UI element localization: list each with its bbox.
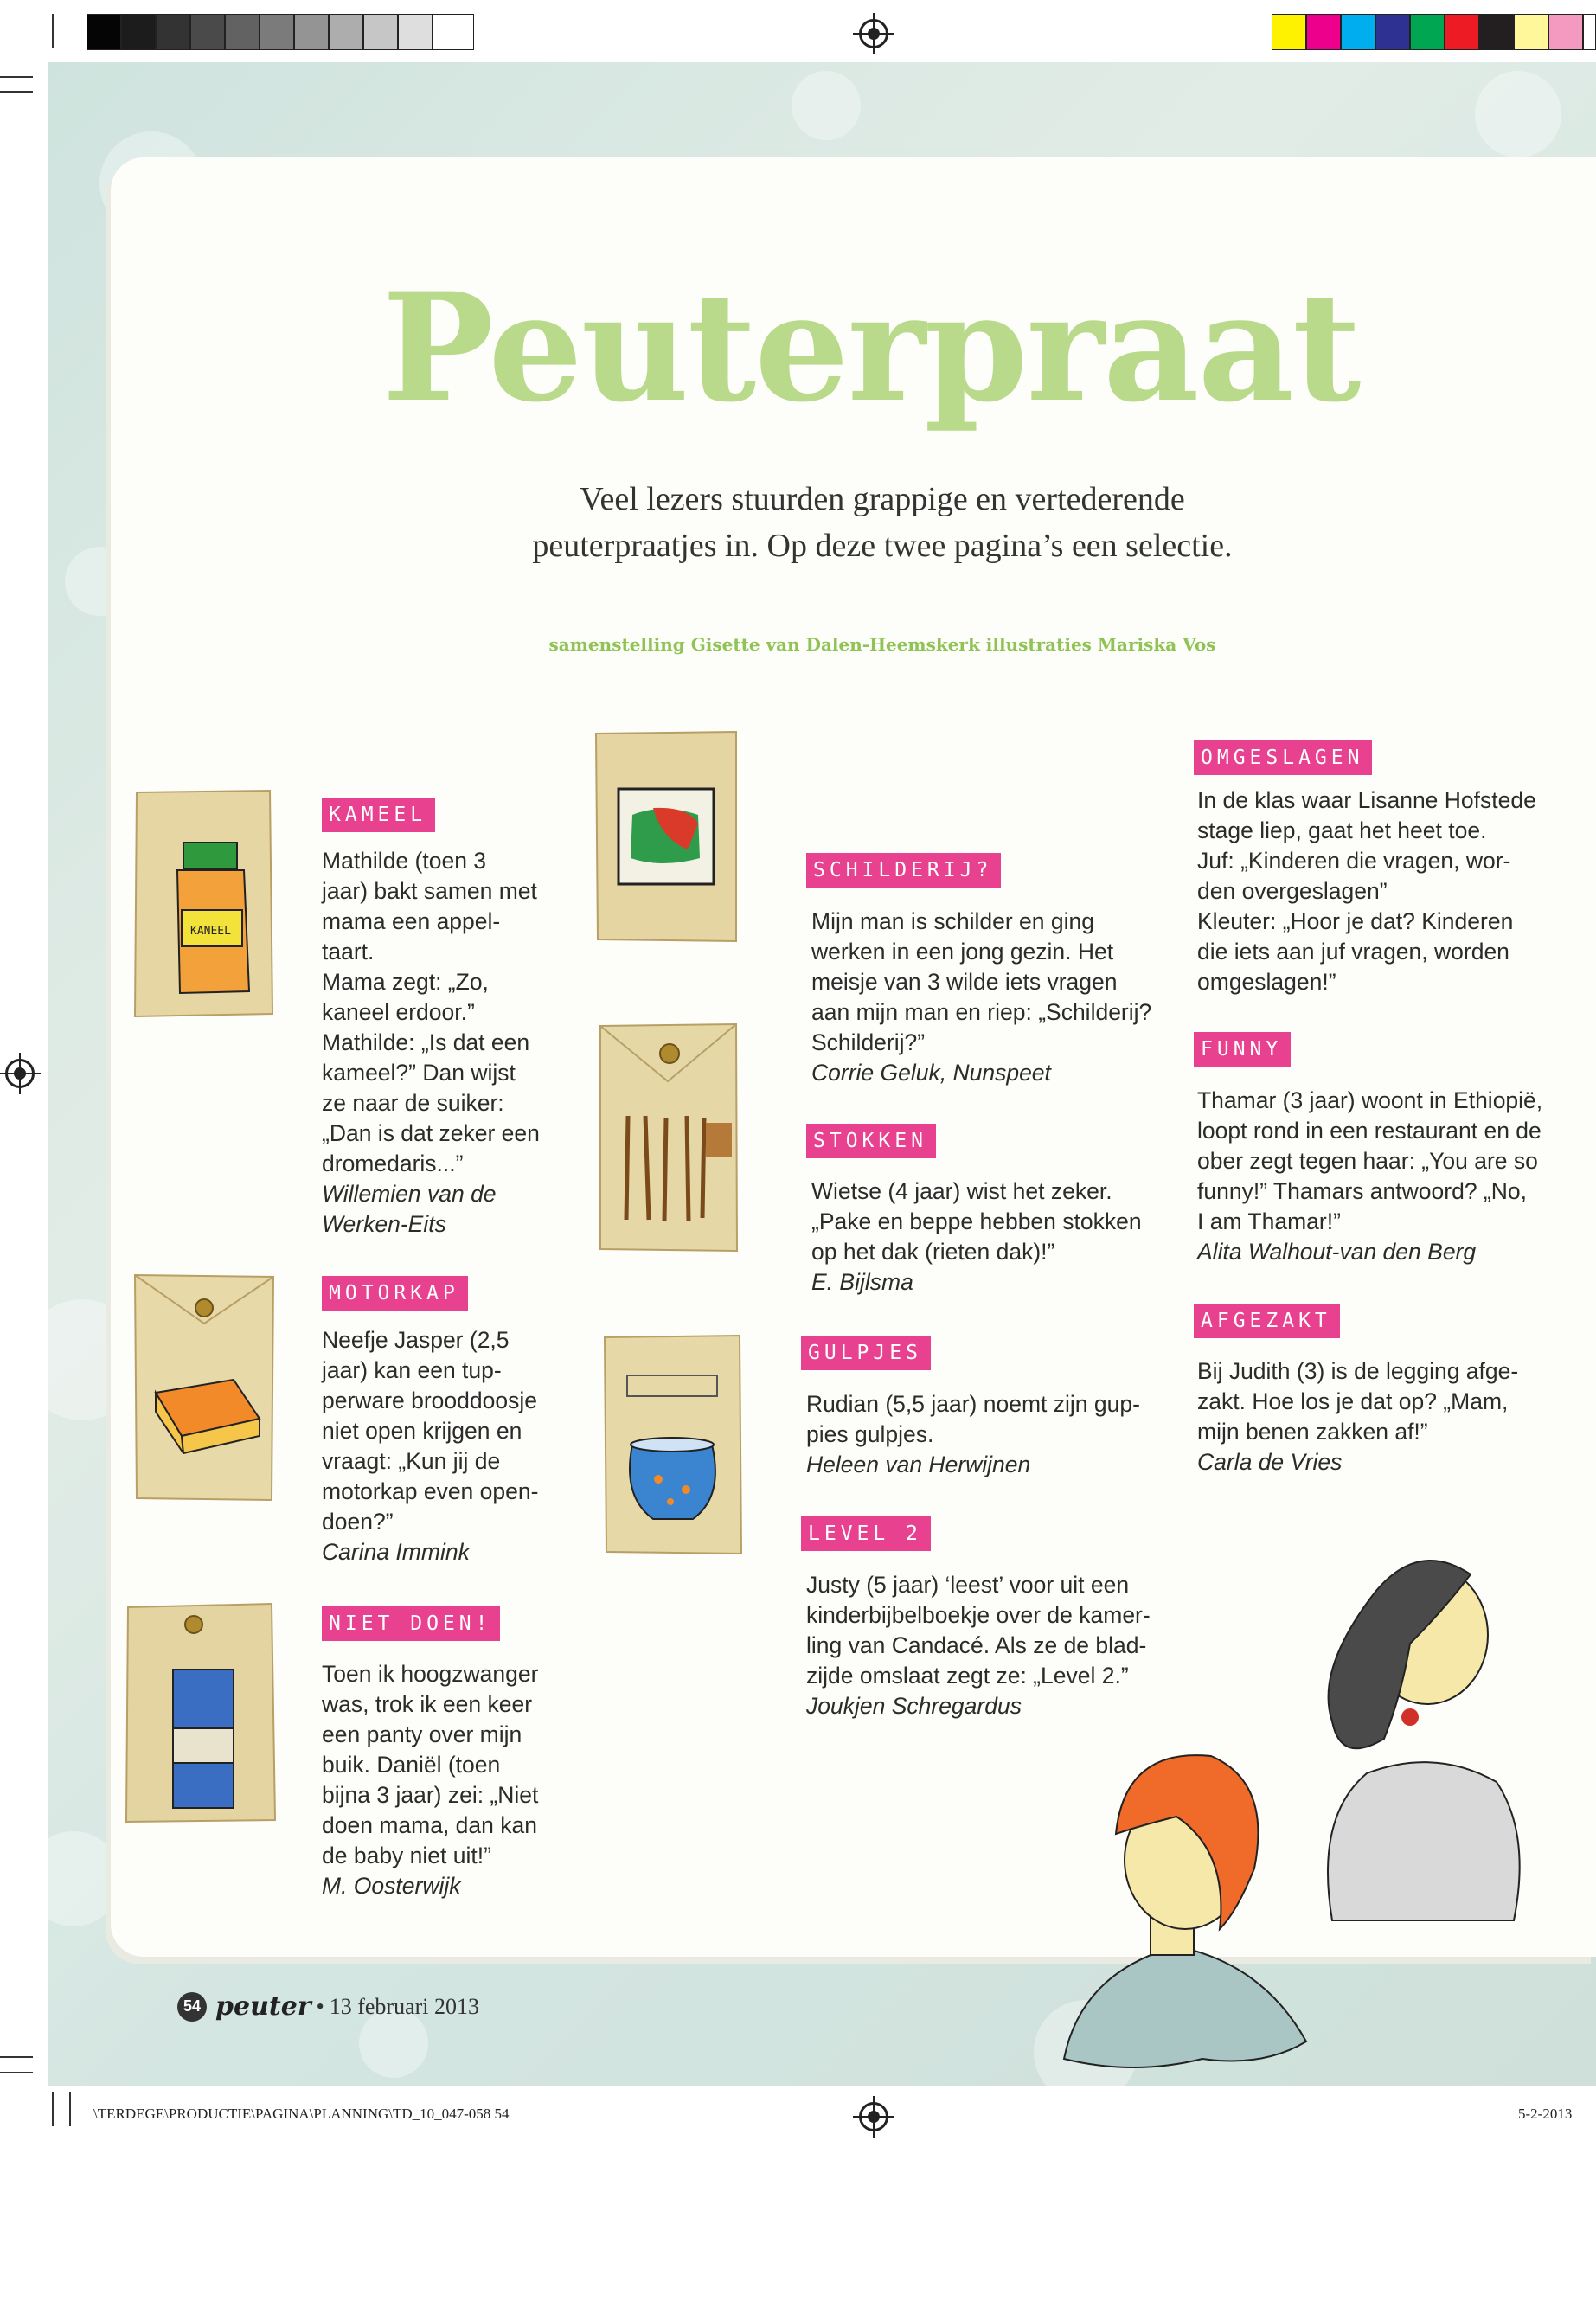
story-line: Mathilde (toen 3: [322, 848, 487, 874]
fishbowl-bag-illustration: [601, 1332, 744, 1557]
issue-date: 13 februari 2013: [329, 1993, 480, 2019]
story-line: dromedaris...”: [322, 1150, 464, 1176]
story-line: Rudian (5,5 jaar) noemt zijn gup-: [806, 1391, 1140, 1417]
sticks-bag-illustration: [597, 1021, 740, 1254]
story-stokken: [811, 1176, 1175, 1298]
story-author: Willemien van de: [322, 1181, 497, 1207]
story-line: loopt rond in een restaurant en de: [1197, 1118, 1542, 1144]
story-line: mijn benen zakken af!”: [1197, 1419, 1428, 1445]
story-author: M. Oosterwijk: [322, 1873, 461, 1899]
story-author: Heleen van Herwijnen: [806, 1452, 1031, 1477]
story-line: motorkap even open-: [322, 1478, 539, 1504]
story-niet-doen: [322, 1659, 573, 1901]
story-line: Wietse (4 jaar) wist het zeker.: [811, 1178, 1112, 1204]
story-author: E. Bijlsma: [811, 1269, 913, 1295]
story-tag-funny: FUNNY: [1194, 1032, 1291, 1067]
production-path: \TERDEGE\PRODUCTIE\PAGINA\PLANNING\TD_10_047-058 54: [93, 2106, 510, 2122]
page-title: Peuterpraat: [381, 260, 1360, 435]
story-tag-gulpjes: GULPJES: [801, 1336, 931, 1370]
intro-text: [372, 476, 1393, 569]
story-line: pies gulpjes.: [806, 1421, 934, 1447]
story-tag-stokken: STOKKEN: [806, 1124, 936, 1158]
crop-mark: [0, 2072, 33, 2073]
page-number: 54: [177, 1992, 207, 2022]
story-line: meisje van 3 wilde iets vragen: [811, 969, 1118, 995]
crop-mark: [52, 2092, 54, 2126]
story-line: de baby niet uit!”: [322, 1843, 491, 1868]
story-tag-omgeslagen: OMGESLAGEN: [1194, 740, 1372, 775]
kaneel-bag-illustration: [130, 787, 277, 1021]
painting-bag-illustration: [593, 728, 740, 945]
story-line: doen mama, dan kan: [322, 1812, 537, 1838]
story-line: zijde omslaat zegt ze: „Level 2.”: [806, 1663, 1129, 1689]
production-date: 5-2-2013: [1518, 2106, 1573, 2122]
story-line: Neefje Jasper (2,5: [322, 1327, 510, 1353]
story-line: Thamar (3 jaar) woont in Ethiopië,: [1197, 1087, 1543, 1113]
story-line: Juf: „Kinderen die vragen, wor-: [1197, 848, 1511, 874]
page-footer: [177, 1991, 479, 2022]
story-line: Toen ik hoogzwanger: [322, 1661, 539, 1687]
story-line: was, trok ik een keer: [322, 1691, 533, 1717]
intro-line: peuterpraatjes in. Op deze twee pagina’s een selectie.: [532, 528, 1233, 564]
story-line: den overgeslagen”: [1197, 878, 1388, 904]
registration-mark-top: [859, 19, 888, 48]
story-line: Kleuter: „Hoor je dat? Kinderen: [1197, 908, 1514, 934]
intro-line: Veel lezers stuurden grappige en vertederende: [580, 481, 1185, 517]
story-tag-afgezakt: AFGEZAKT: [1194, 1304, 1340, 1338]
story-line: ze naar de suiker:: [322, 1090, 504, 1116]
story-line: In de klas waar Lisanne Hofstede: [1197, 787, 1536, 813]
story-author: Joukjen Schregardus: [806, 1693, 1022, 1719]
registration-mark-bottom: [859, 2102, 888, 2131]
story-line: niet open krijgen en: [322, 1418, 522, 1444]
story-line: Schilderij?”: [811, 1029, 926, 1055]
story-line: Mama zegt: „Zo,: [322, 969, 489, 995]
story-author: Carina Immink: [322, 1539, 470, 1565]
story-line: zakt. Hoe los je dat op? „Mam,: [1197, 1388, 1509, 1414]
story-line: funny!” Thamars antwoord? „No,: [1197, 1178, 1527, 1204]
tights-bag-illustration: [123, 1600, 279, 1825]
story-tag-niet-doen: NIET DOEN!: [322, 1606, 500, 1641]
crop-mark: [52, 14, 54, 48]
story-line: aan mijn man en riep: „Schilderij?: [811, 999, 1152, 1025]
story-tag-level-2: LEVEL 2: [801, 1516, 931, 1551]
story-line: stage liep, gaat het heet toe.: [1197, 817, 1487, 843]
story-tag-motorkap: MOTORKAP: [322, 1276, 468, 1311]
story-line: op het dak (rieten dak)!”: [811, 1239, 1055, 1265]
crop-mark: [0, 76, 33, 78]
story-afgezakt: [1197, 1356, 1578, 1477]
story-line: omgeslagen!”: [1197, 969, 1336, 995]
story-line: ling van Candacé. Als ze de blad-: [806, 1632, 1147, 1658]
story-line: Bij Judith (3) is de legging afge-: [1197, 1358, 1519, 1384]
story-line: perware brooddoosje: [322, 1388, 537, 1413]
story-line: werken in een jong gezin. Het: [811, 939, 1114, 965]
story-omgeslagen: [1197, 785, 1578, 997]
story-line: een panty over mijn: [322, 1721, 522, 1747]
story-line: bijna 3 jaar) zei: „Niet: [322, 1782, 539, 1808]
story-tag-kameel: KAMEEL: [322, 798, 435, 832]
story-line: buik. Daniël (toen: [322, 1752, 501, 1778]
story-author: Werken-Eits: [322, 1211, 446, 1237]
story-line: doen?”: [322, 1509, 394, 1535]
footer-separator: •: [316, 1993, 324, 2019]
curly-hair-girl-illustration: [1280, 1540, 1540, 1938]
story-line: taart.: [322, 939, 375, 965]
story-author: Alita Walhout-van den Berg: [1197, 1239, 1477, 1265]
story-line: Mijn man is schilder en ging: [811, 908, 1094, 934]
story-line: mama een appel-: [322, 908, 501, 934]
story-line: „Pake en beppe hebben stokken: [811, 1208, 1142, 1234]
story-line: I am Thamar!”: [1197, 1208, 1341, 1234]
story-gulpjes: [806, 1389, 1170, 1480]
story-line: die iets aan juf vragen, worden: [1197, 939, 1509, 965]
story-line: kinderbijbelboekje over de kamer-: [806, 1602, 1151, 1628]
lunchbox-bag-illustration: [130, 1272, 279, 1505]
story-author: Corrie Geluk, Nunspeet: [811, 1060, 1051, 1086]
story-line: kameel?” Dan wijst: [322, 1060, 516, 1086]
story-line: jaar) kan een tup-: [322, 1357, 502, 1383]
story-funny: [1197, 1086, 1578, 1267]
story-schilderij: [811, 907, 1175, 1088]
story-line: kaneel erdoor.”: [322, 999, 475, 1025]
story-line: Mathilde: „Is dat een: [322, 1029, 530, 1055]
story-line: vraagt: „Kun jij de: [322, 1448, 501, 1474]
story-line: ober zegt tegen haar: „You are so: [1197, 1148, 1538, 1174]
credits-line: samenstelling Gisette van Dalen-Heemskerk illustraties Mariska Vos: [548, 634, 1216, 655]
story-tag-schilderij: SCHILDERIJ?: [806, 853, 1001, 888]
magazine-logo: peuter: [215, 1991, 311, 2022]
kaneel-label: KANEEL: [190, 925, 231, 938]
story-line: Justy (5 jaar) ‘leest’ voor uit een: [806, 1572, 1130, 1598]
story-line: jaar) bakt samen met: [322, 878, 537, 904]
crop-mark: [0, 91, 33, 93]
story-kameel: [322, 846, 573, 1240]
crop-mark: [0, 2056, 33, 2058]
crop-mark: [69, 2092, 71, 2126]
registration-mark-left: [5, 1059, 35, 1088]
story-author: Carla de Vries: [1197, 1449, 1343, 1475]
story-line: „Dan is dat zeker een: [322, 1120, 540, 1146]
story-level-2: [806, 1570, 1170, 1721]
story-motorkap: [322, 1325, 573, 1567]
